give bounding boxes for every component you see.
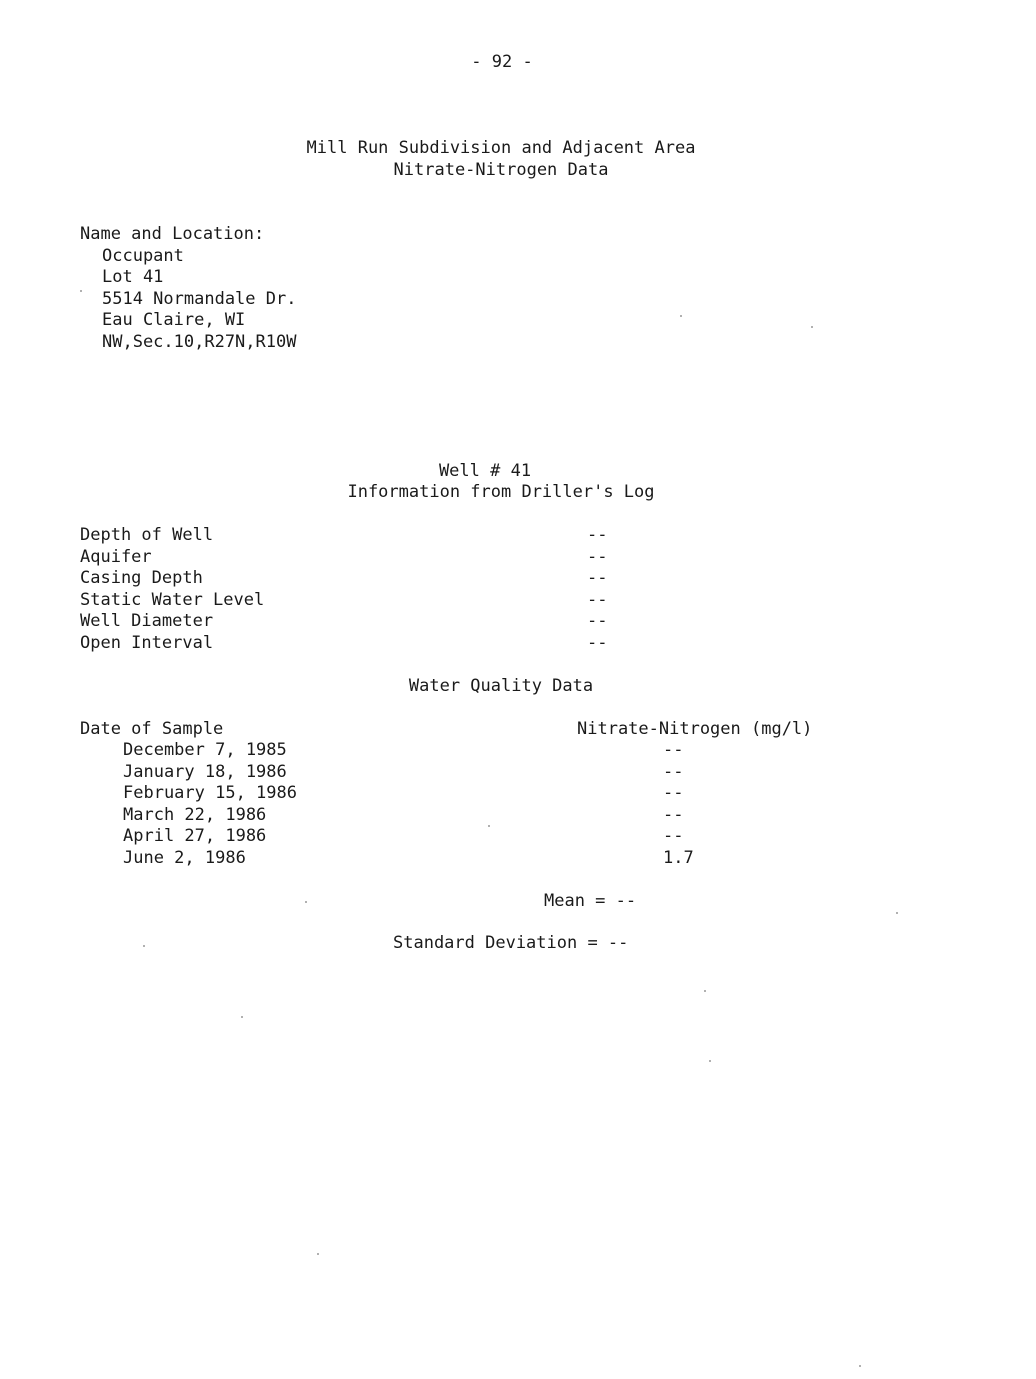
scan-speck xyxy=(811,326,813,328)
sample-value: -- xyxy=(663,805,684,825)
scan-speck xyxy=(709,1060,711,1062)
scan-speck xyxy=(896,912,898,914)
well-row-value: -- xyxy=(587,525,608,545)
well-row-value: -- xyxy=(587,590,608,610)
sample-value: -- xyxy=(663,783,684,803)
title-line-1: Mill Run Subdivision and Adjacent Area xyxy=(306,138,696,158)
well-row-label: Depth of Well xyxy=(80,525,214,545)
sample-date: February 15, 1986 xyxy=(123,783,297,803)
scan-speck xyxy=(143,945,145,947)
well-title: Well # 41 xyxy=(438,461,532,481)
scan-speck xyxy=(859,1365,861,1367)
water-quality-title: Water Quality Data xyxy=(408,676,594,696)
nitrate-column-header: Nitrate-Nitrogen (mg/l) xyxy=(577,719,813,739)
well-row-value: -- xyxy=(587,547,608,567)
sample-date: January 18, 1986 xyxy=(123,762,287,782)
well-row-label: Well Diameter xyxy=(80,611,214,631)
scan-speck xyxy=(680,315,682,317)
well-row-value: -- xyxy=(587,568,608,588)
scan-speck xyxy=(704,990,706,992)
date-column-header: Date of Sample xyxy=(80,719,224,739)
well-row-label: Aquifer xyxy=(80,547,152,567)
location-line: Eau Claire, WI xyxy=(102,310,246,330)
sample-value: 1.7 xyxy=(663,848,694,868)
location-line: Occupant xyxy=(102,246,184,266)
scan-speck xyxy=(80,290,82,292)
location-line: NW,Sec.10,R27N,R10W xyxy=(102,332,297,352)
scan-speck xyxy=(317,1253,319,1255)
location-line: Lot 41 xyxy=(102,267,164,287)
sample-date: April 27, 1986 xyxy=(123,826,267,846)
location-line: 5514 Normandale Dr. xyxy=(102,289,297,309)
sample-value: -- xyxy=(663,762,684,782)
sample-value: -- xyxy=(663,826,684,846)
standard-deviation-value: Standard Deviation = -- xyxy=(393,933,629,953)
location-heading: Name and Location: xyxy=(80,224,265,244)
well-row-label: Static Water Level xyxy=(80,590,265,610)
page-number: - 92 - xyxy=(471,52,533,72)
well-row-label: Open Interval xyxy=(80,633,214,653)
sample-date: March 22, 1986 xyxy=(123,805,267,825)
scan-speck xyxy=(488,825,490,827)
sample-value: -- xyxy=(663,740,684,760)
sample-date: June 2, 1986 xyxy=(123,848,246,868)
sample-date: December 7, 1985 xyxy=(123,740,287,760)
scan-speck xyxy=(305,901,307,903)
well-subtitle: Information from Driller's Log xyxy=(347,482,655,502)
well-row-label: Casing Depth xyxy=(80,568,203,588)
title-line-2: Nitrate-Nitrogen Data xyxy=(393,160,609,180)
mean-value: Mean = -- xyxy=(544,891,637,911)
scan-speck xyxy=(241,1016,243,1018)
well-row-value: -- xyxy=(587,611,608,631)
well-row-value: -- xyxy=(587,633,608,653)
